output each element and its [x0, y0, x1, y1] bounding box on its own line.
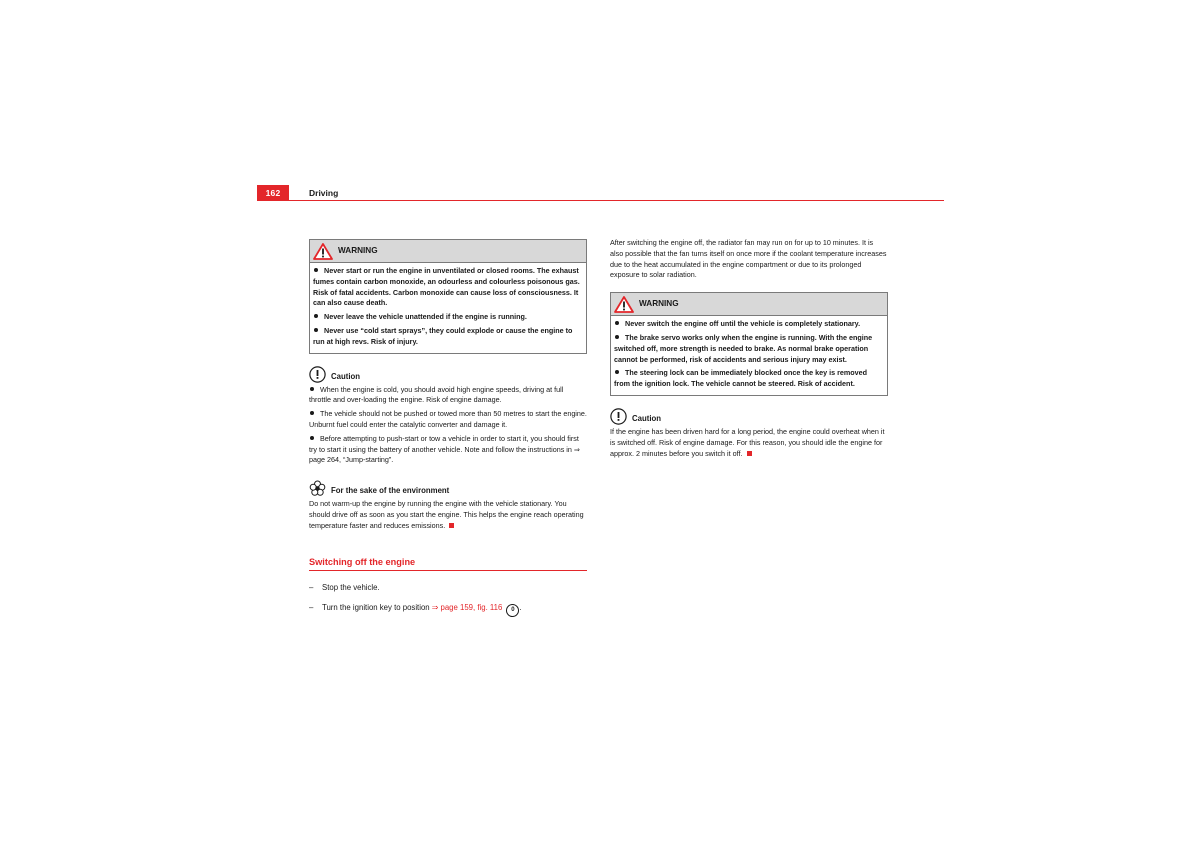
warning-item: Never use “cold start sprays”, they could explode or cause the engine to run at high revs. Risk of injury.: [313, 325, 573, 346]
warning-item: Never leave the vehicle unattended if the engine is running.: [313, 312, 583, 323]
warning-triangle-icon: [313, 243, 333, 260]
caution-text: If the engine has been driven hard for a long period, the engine could overheat when it is switched off. Risk of engine damage. For this reason, you should idle the engine for approx. 2 minutes before you switch it off.: [610, 426, 885, 458]
caution-circle-icon: [610, 408, 627, 425]
caution-item: The vehicle should not be pushed or towed more than 50 metres to start the engine. Unburnt fuel could enter the catalytic converter and damage it.: [309, 409, 587, 429]
warning-item: Never switch the engine off until the vehicle is completely stationary.: [614, 319, 884, 330]
warning-item: The steering lock can be immediately blocked once the key is removed from the ignition lock. The vehicle cannot be steered. Risk of accident.: [614, 368, 868, 389]
chapter-title: Driving: [309, 188, 339, 198]
section-title: Switching off the engine: [309, 556, 587, 571]
step-item: – Stop the vehicle.: [309, 583, 380, 592]
step-item: – Turn the ignition key to position ⇒ page 159, fig. 116 0 .: [309, 602, 522, 617]
intro-text: After switching the engine off, the radiator fan may run on for up to 10 minutes. It is also possible that the fan turns itself on once more if the coolant temperature increases due to the heat accumulated in the engine compartment or due to its prolonged exposure to solar radiation.: [610, 238, 887, 280]
section-end-marker: [747, 451, 752, 456]
warning-header: [611, 293, 887, 316]
warning-header: [310, 240, 586, 263]
flower-icon: [309, 480, 326, 497]
caution-item: When the engine is cold, you should avoid high engine speeds, driving at full throttle and over-loading the engine. Risk of engine damage.: [309, 384, 564, 405]
warning-box: [309, 239, 587, 354]
left-column: [309, 239, 587, 535]
warning-item: The brake servo works only when the engine is running. With the engine switched off, more strength is needed to brake. As normal brake operation cannot be performed, risk of accidents and serious injury may exist.: [614, 332, 873, 364]
environment-text: Do not warm-up the engine by running the engine with the vehicle stationary. You should drive off as soon as you start the engine. This helps the engine reach operating temperature faster and reduces emissions.: [309, 499, 584, 530]
warning-triangle-icon: [614, 296, 634, 313]
caution-heading: Caution: [309, 366, 587, 383]
right-column: [610, 238, 888, 462]
caution-circle-icon: [309, 366, 326, 383]
caution-item: Before attempting to push-start or tow a vehicle in order to start it, you should first try to start it using the battery of another vehicle. Note and follow the instructions in ⇒ page 264, “Jump-starting”.: [309, 433, 580, 465]
section-end-marker: [449, 523, 454, 528]
warning-box: [610, 292, 888, 396]
position-badge: 0: [506, 604, 519, 617]
page-number: 162: [257, 185, 289, 201]
page-reference-link[interactable]: ⇒ page 159, fig. 116: [431, 603, 503, 612]
warning-item: Never start or run the engine in unventilated or closed rooms. The exhaust fumes contain carbon monoxide, an odourless and colourless poisonous gas. Risk of fatal accidents. Carbon monoxide can cause loss of consciousness. It can also cause death.: [313, 266, 580, 308]
caution-heading: Caution: [610, 408, 888, 425]
warning-title: WARNING: [338, 245, 378, 255]
warning-title: WARNING: [639, 298, 679, 308]
header-rule: [289, 200, 944, 201]
environment-heading: For the sake of the environment: [309, 480, 587, 497]
